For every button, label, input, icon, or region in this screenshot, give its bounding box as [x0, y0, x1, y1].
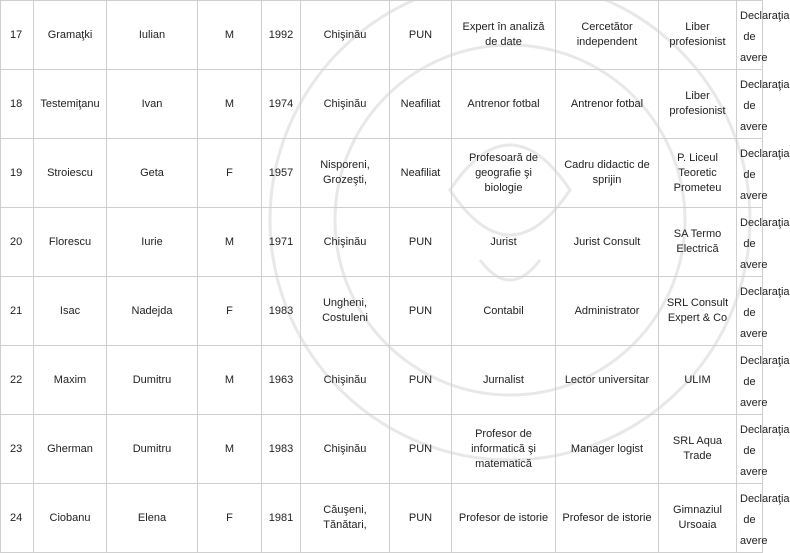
table-row	[1, 139, 763, 208]
profession-cell: Expert în analiză de date	[452, 1, 556, 70]
first-name-cell: Iurie	[107, 208, 198, 277]
profession-cell: Profesor de istorie	[452, 484, 556, 553]
row-number-cell: 24	[1, 484, 34, 553]
asset-declaration-cell[interactable]	[737, 1, 790, 70]
birth-year-cell: 1971	[262, 208, 301, 277]
row-number-cell: 17	[1, 1, 34, 70]
first-name-cell: Ivan	[107, 70, 198, 139]
workplace-cell: P. Liceul Teoretic Prometeu	[659, 139, 737, 208]
birth-year-cell: 1983	[262, 277, 301, 346]
position-cell: Cercetător independent	[556, 1, 659, 70]
last-name-cell: Stroiescu	[34, 139, 107, 208]
last-name-cell: Florescu	[34, 208, 107, 277]
asset-declaration-link[interactable]: Declaraţia	[740, 424, 790, 436]
asset-declaration-link[interactable]: Declaraţia	[740, 79, 790, 91]
workplace-cell: Liber profesionist	[659, 1, 737, 70]
last-name-cell: Testemiţanu	[34, 70, 107, 139]
first-name-cell: Nadejda	[107, 277, 198, 346]
table-row	[1, 346, 763, 415]
asset-declaration-cell[interactable]	[737, 415, 790, 484]
locality-cell: Chişinău	[301, 208, 390, 277]
row-number-cell: 23	[1, 415, 34, 484]
asset-declaration-link-line2[interactable]: de avere	[740, 238, 768, 271]
position-cell: Lector universitar	[556, 346, 659, 415]
party-cell: PUN	[390, 484, 452, 553]
position-cell: Manager logist	[556, 415, 659, 484]
locality-cell: Nisporeni, Grozeşti,	[301, 139, 390, 208]
first-name-cell: Dumitru	[107, 346, 198, 415]
locality-cell: Chişinău	[301, 346, 390, 415]
party-cell: PUN	[390, 277, 452, 346]
asset-declaration-link[interactable]: Declaraţia	[740, 355, 790, 367]
sex-cell: M	[198, 1, 262, 70]
row-number-cell: 20	[1, 208, 34, 277]
workplace-cell: SRL Aqua Trade	[659, 415, 737, 484]
profession-cell: Jurnalist	[452, 346, 556, 415]
asset-declaration-cell[interactable]	[737, 139, 790, 208]
table-row	[1, 208, 763, 277]
asset-declaration-cell[interactable]	[737, 277, 790, 346]
locality-cell: Căuşeni, Tănătari,	[301, 484, 390, 553]
first-name-cell: Iulian	[107, 1, 198, 70]
locality-cell: Ungheni, Costuleni	[301, 277, 390, 346]
workplace-cell: SRL Consult Expert & Co	[659, 277, 737, 346]
birth-year-cell: 1957	[262, 139, 301, 208]
asset-declaration-link-line2[interactable]: de avere	[740, 514, 768, 547]
sex-cell: F	[198, 277, 262, 346]
profession-cell: Antrenor fotbal	[452, 70, 556, 139]
party-cell: PUN	[390, 208, 452, 277]
birth-year-cell: 1974	[262, 70, 301, 139]
position-cell: Administrator	[556, 277, 659, 346]
locality-cell: Chişinău	[301, 70, 390, 139]
sex-cell: M	[198, 208, 262, 277]
table-row	[1, 70, 763, 139]
sex-cell: F	[198, 484, 262, 553]
row-number-cell: 18	[1, 70, 34, 139]
table-row	[1, 415, 763, 484]
first-name-cell: Geta	[107, 139, 198, 208]
first-name-cell: Elena	[107, 484, 198, 553]
row-number-cell: 22	[1, 346, 34, 415]
sex-cell: M	[198, 415, 262, 484]
profession-cell: Contabil	[452, 277, 556, 346]
row-number-cell: 21	[1, 277, 34, 346]
birth-year-cell: 1963	[262, 346, 301, 415]
position-cell: Jurist Consult	[556, 208, 659, 277]
locality-cell: Chişinău	[301, 1, 390, 70]
first-name-cell: Dumitru	[107, 415, 198, 484]
position-cell: Cadru didactic de sprijin	[556, 139, 659, 208]
profession-cell: Jurist	[452, 208, 556, 277]
birth-year-cell: 1992	[262, 1, 301, 70]
sex-cell: M	[198, 346, 262, 415]
position-cell: Antrenor fotbal	[556, 70, 659, 139]
asset-declaration-link-line2[interactable]: de avere	[740, 31, 768, 64]
table-row	[1, 277, 763, 346]
asset-declaration-link[interactable]: Declaraţia	[740, 10, 790, 22]
party-cell: PUN	[390, 1, 452, 70]
workplace-cell: Gimnaziul Ursoaia	[659, 484, 737, 553]
last-name-cell: Gramaţki	[34, 1, 107, 70]
birth-year-cell: 1983	[262, 415, 301, 484]
party-cell: PUN	[390, 346, 452, 415]
asset-declaration-link-line2[interactable]: de avere	[740, 100, 768, 133]
position-cell: Profesor de istorie	[556, 484, 659, 553]
workplace-cell: Liber profesionist	[659, 70, 737, 139]
table-row	[1, 1, 763, 70]
profession-cell: Profesoară de geografie şi biologie	[452, 139, 556, 208]
asset-declaration-link-line2[interactable]: de avere	[740, 169, 768, 202]
last-name-cell: Isac	[34, 277, 107, 346]
asset-declaration-cell[interactable]	[737, 70, 790, 139]
workplace-cell: SA Termo Electrică	[659, 208, 737, 277]
party-cell: Neafiliat	[390, 70, 452, 139]
asset-declaration-cell[interactable]	[737, 484, 790, 553]
workplace-cell: ULIM	[659, 346, 737, 415]
party-cell: PUN	[390, 415, 452, 484]
party-cell: Neafiliat	[390, 139, 452, 208]
asset-declaration-cell[interactable]	[737, 208, 790, 277]
last-name-cell: Maxim	[34, 346, 107, 415]
sex-cell: F	[198, 139, 262, 208]
locality-cell: Chişinău	[301, 415, 390, 484]
asset-declaration-link[interactable]: Declaraţia	[740, 148, 790, 160]
asset-declaration-link-line2[interactable]: de avere	[740, 307, 768, 340]
row-number-cell: 19	[1, 139, 34, 208]
birth-year-cell: 1981	[262, 484, 301, 553]
table-row	[1, 484, 763, 553]
asset-declaration-link[interactable]: Declaraţia	[740, 217, 790, 229]
asset-declaration-link[interactable]: Declaraţia	[740, 493, 790, 505]
asset-declaration-link-line2[interactable]: de avere	[740, 376, 768, 409]
last-name-cell: Ciobanu	[34, 484, 107, 553]
asset-declaration-link[interactable]: Declaraţia	[740, 286, 790, 298]
last-name-cell: Gherman	[34, 415, 107, 484]
asset-declaration-link-line2[interactable]: de avere	[740, 445, 768, 478]
asset-declaration-cell[interactable]	[737, 346, 790, 415]
profession-cell: Profesor de informatică şi matematică	[452, 415, 556, 484]
sex-cell: M	[198, 70, 262, 139]
